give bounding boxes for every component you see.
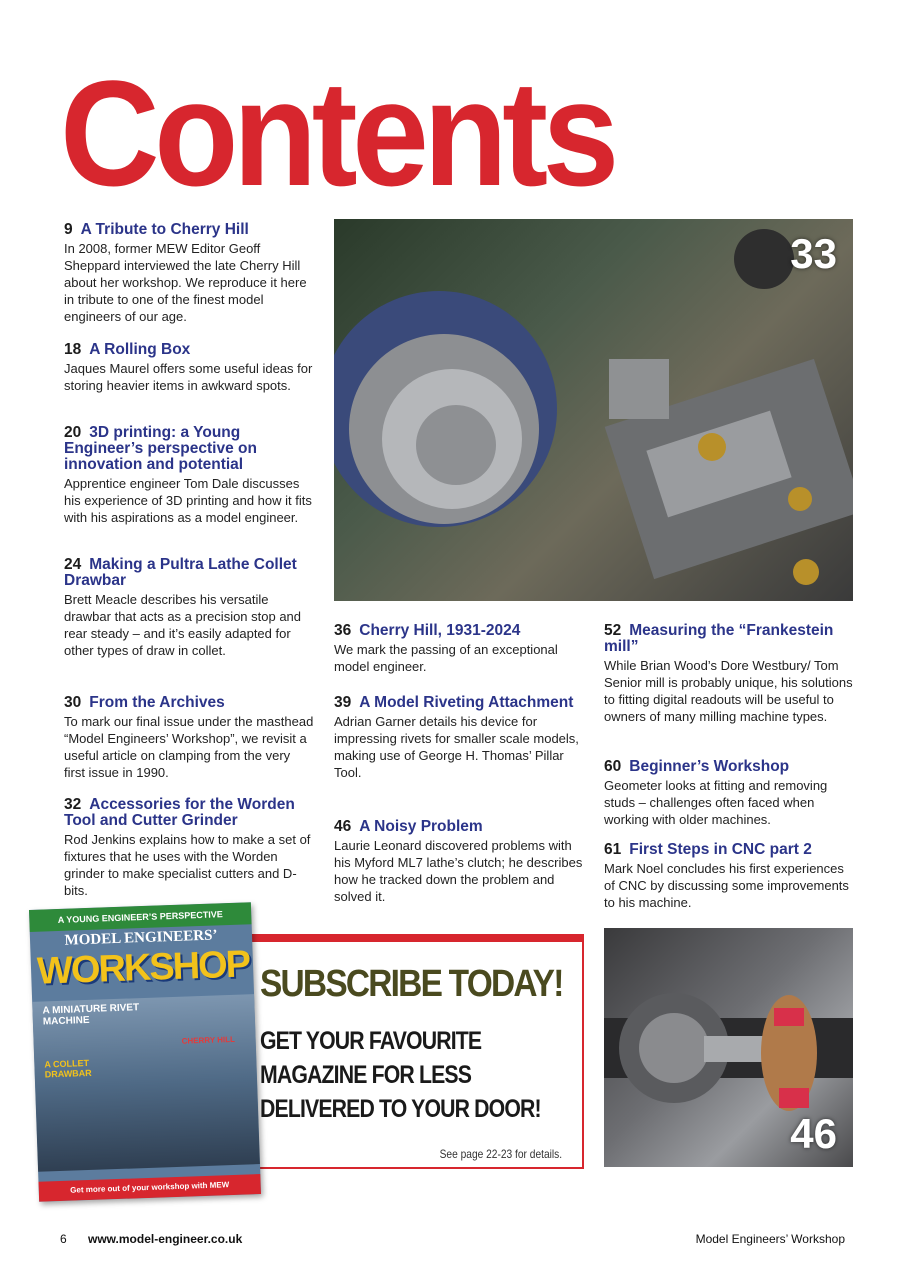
entry-heading [64, 222, 314, 238]
entry-heading [64, 557, 314, 589]
entry-title: First Steps in CNC part 2 [629, 841, 812, 858]
page-number: 52 [604, 622, 622, 639]
entry-description: We mark the passing of an exceptional model engineer. [334, 642, 558, 674]
entry-title: Accessories for the Worden Tool and Cutter Grinder [64, 796, 295, 829]
subscribe-line-3: DELIVERED TO YOUR DOOR! [260, 1095, 541, 1123]
page-number: 60 [604, 758, 622, 775]
contents-entry[interactable] [604, 759, 854, 828]
footer-page-number: 6 [60, 1232, 67, 1246]
subscribe-note: See page 22-23 for details. [439, 1147, 562, 1161]
entry-title: 3D printing: a Young Engineer’s perspective on innovation and potential [64, 424, 257, 473]
magazine-cover[interactable] [29, 902, 261, 1202]
cnc-clutch-photo [604, 928, 853, 1167]
page-number: 36 [334, 622, 352, 639]
cover-footer: Get more out of your workshop with MEW [38, 1174, 261, 1202]
cover-banner: A YOUNG ENGINEER’S PERSPECTIVE [29, 902, 252, 932]
photo-page-number: 33 [790, 230, 837, 277]
page-number: 61 [604, 841, 622, 858]
contents-entry[interactable] [64, 695, 314, 781]
subscribe-panel[interactable] [222, 934, 584, 1169]
page-title: Contents [60, 49, 614, 217]
entry-title: Beginner’s Workshop [629, 758, 790, 775]
entry-heading [334, 819, 584, 835]
entry-heading [64, 695, 314, 711]
subscribe-title: SUBSCRIBE TODAY! [260, 963, 563, 1005]
entry-heading [64, 425, 314, 473]
contents-entry[interactable] [334, 623, 584, 675]
entry-title: Measuring the “Frankestein mill” [604, 622, 834, 655]
entry-description: Brett Meacle describes his versatile drawbar that acts as a precision stop and rear steady – and it’s easily adapted for other types of draw in collet. [64, 592, 302, 658]
contents-entry[interactable] [604, 623, 854, 725]
photo-illustration [334, 219, 853, 601]
entry-description: Mark Noel concludes his first experiences of CNC by discussing some improvements to his machine. [604, 861, 849, 910]
entry-description: Laurie Leonard discovered problems with his Myford ML7 lathe’s clutch; he describes how he tracked down the problem and solved it. [334, 838, 583, 904]
page-number: 18 [64, 341, 82, 358]
entry-title: A Tribute to Cherry Hill [80, 221, 249, 238]
subscribe-line-1: GET YOUR FAVOURITE [260, 1027, 482, 1055]
cover-title-top: MODEL ENGINEERS’ [64, 927, 218, 949]
contents-entry[interactable] [604, 842, 854, 911]
footer-url[interactable]: www.model-engineer.co.uk [88, 1232, 243, 1246]
page-number: 30 [64, 694, 82, 711]
page-number: 9 [64, 221, 73, 238]
contents-entry[interactable] [64, 342, 314, 394]
entry-heading [64, 342, 314, 358]
entry-title: Making a Pultra Lathe Collet Drawbar [64, 556, 297, 589]
entry-description: Geometer looks at fitting and removing studs – challenges often faced when working with older machines. [604, 778, 828, 827]
contents-entry[interactable] [334, 695, 584, 781]
entry-heading [64, 797, 319, 829]
contents-entry[interactable] [64, 797, 319, 899]
entry-heading [334, 695, 584, 711]
entry-description: In 2008, former MEW Editor Geoff Sheppard interviewed the late Cherry Hill about her workshop. We reproduce it here in tribute to one of the finest model engineers of our age. [64, 241, 307, 324]
entry-title: From the Archives [89, 694, 225, 711]
lathe-grinder-photo [334, 219, 853, 601]
entry-title: A Noisy Problem [359, 818, 483, 835]
cover-feature-1: A MINIATURE RIVET MACHINE [42, 1002, 140, 1028]
subscribe-line-2: MAGAZINE FOR LESS [260, 1061, 472, 1089]
entry-title: A Model Riveting Attachment [359, 694, 574, 711]
entry-title: Cherry Hill, 1931-2024 [359, 622, 521, 639]
page-number: 46 [334, 818, 352, 835]
entry-description: To mark our final issue under the masthead “Model Engineers’ Workshop”, we revisit a useful article on clamping from the very first issue in 1990. [64, 714, 314, 780]
contents-entry[interactable] [64, 557, 314, 659]
entry-description: Apprentice engineer Tom Dale discusses his experience of 3D printing and how it fits with his aspirations as a model engineer. [64, 476, 312, 525]
footer-magazine-name: Model Engineers’ Workshop [695, 1232, 845, 1246]
page-number: 20 [64, 424, 82, 441]
entry-description: Rod Jenkins explains how to make a set of fixtures that he uses with the Worden grinder to make specialist cutters and D-bits. [64, 832, 311, 898]
page-number: 32 [64, 796, 82, 813]
entry-heading [604, 759, 854, 775]
cover-feature-2: A COLLET DRAWBAR [44, 1057, 92, 1080]
entry-heading [334, 623, 584, 639]
entry-description: Adrian Garner details his device for impressing rivets for smaller scale models, making use of George H. Thomas’ Pillar Tool. [334, 714, 579, 780]
contents-entry[interactable] [64, 222, 314, 325]
cover-title-main: WORKSHOP [36, 943, 250, 993]
entry-title: A Rolling Box [89, 341, 191, 358]
contents-entry[interactable] [64, 425, 314, 526]
cover-feature-3: CHERRY HILL [181, 1034, 236, 1046]
photo-page-number: 46 [790, 1110, 837, 1157]
contents-entry[interactable] [334, 819, 584, 905]
entry-heading [604, 842, 854, 858]
page-number: 39 [334, 694, 352, 711]
entry-description: Jaques Maurel offers some useful ideas for storing heavier items in awkward spots. [64, 361, 313, 393]
page-number: 24 [64, 556, 82, 573]
entry-heading [604, 623, 854, 655]
entry-description: While Brian Wood’s Dore Westbury/ Tom Senior mill is probably unique, his solutions to fitting digital readouts will be useful to owners of many milling machine types. [604, 658, 853, 724]
